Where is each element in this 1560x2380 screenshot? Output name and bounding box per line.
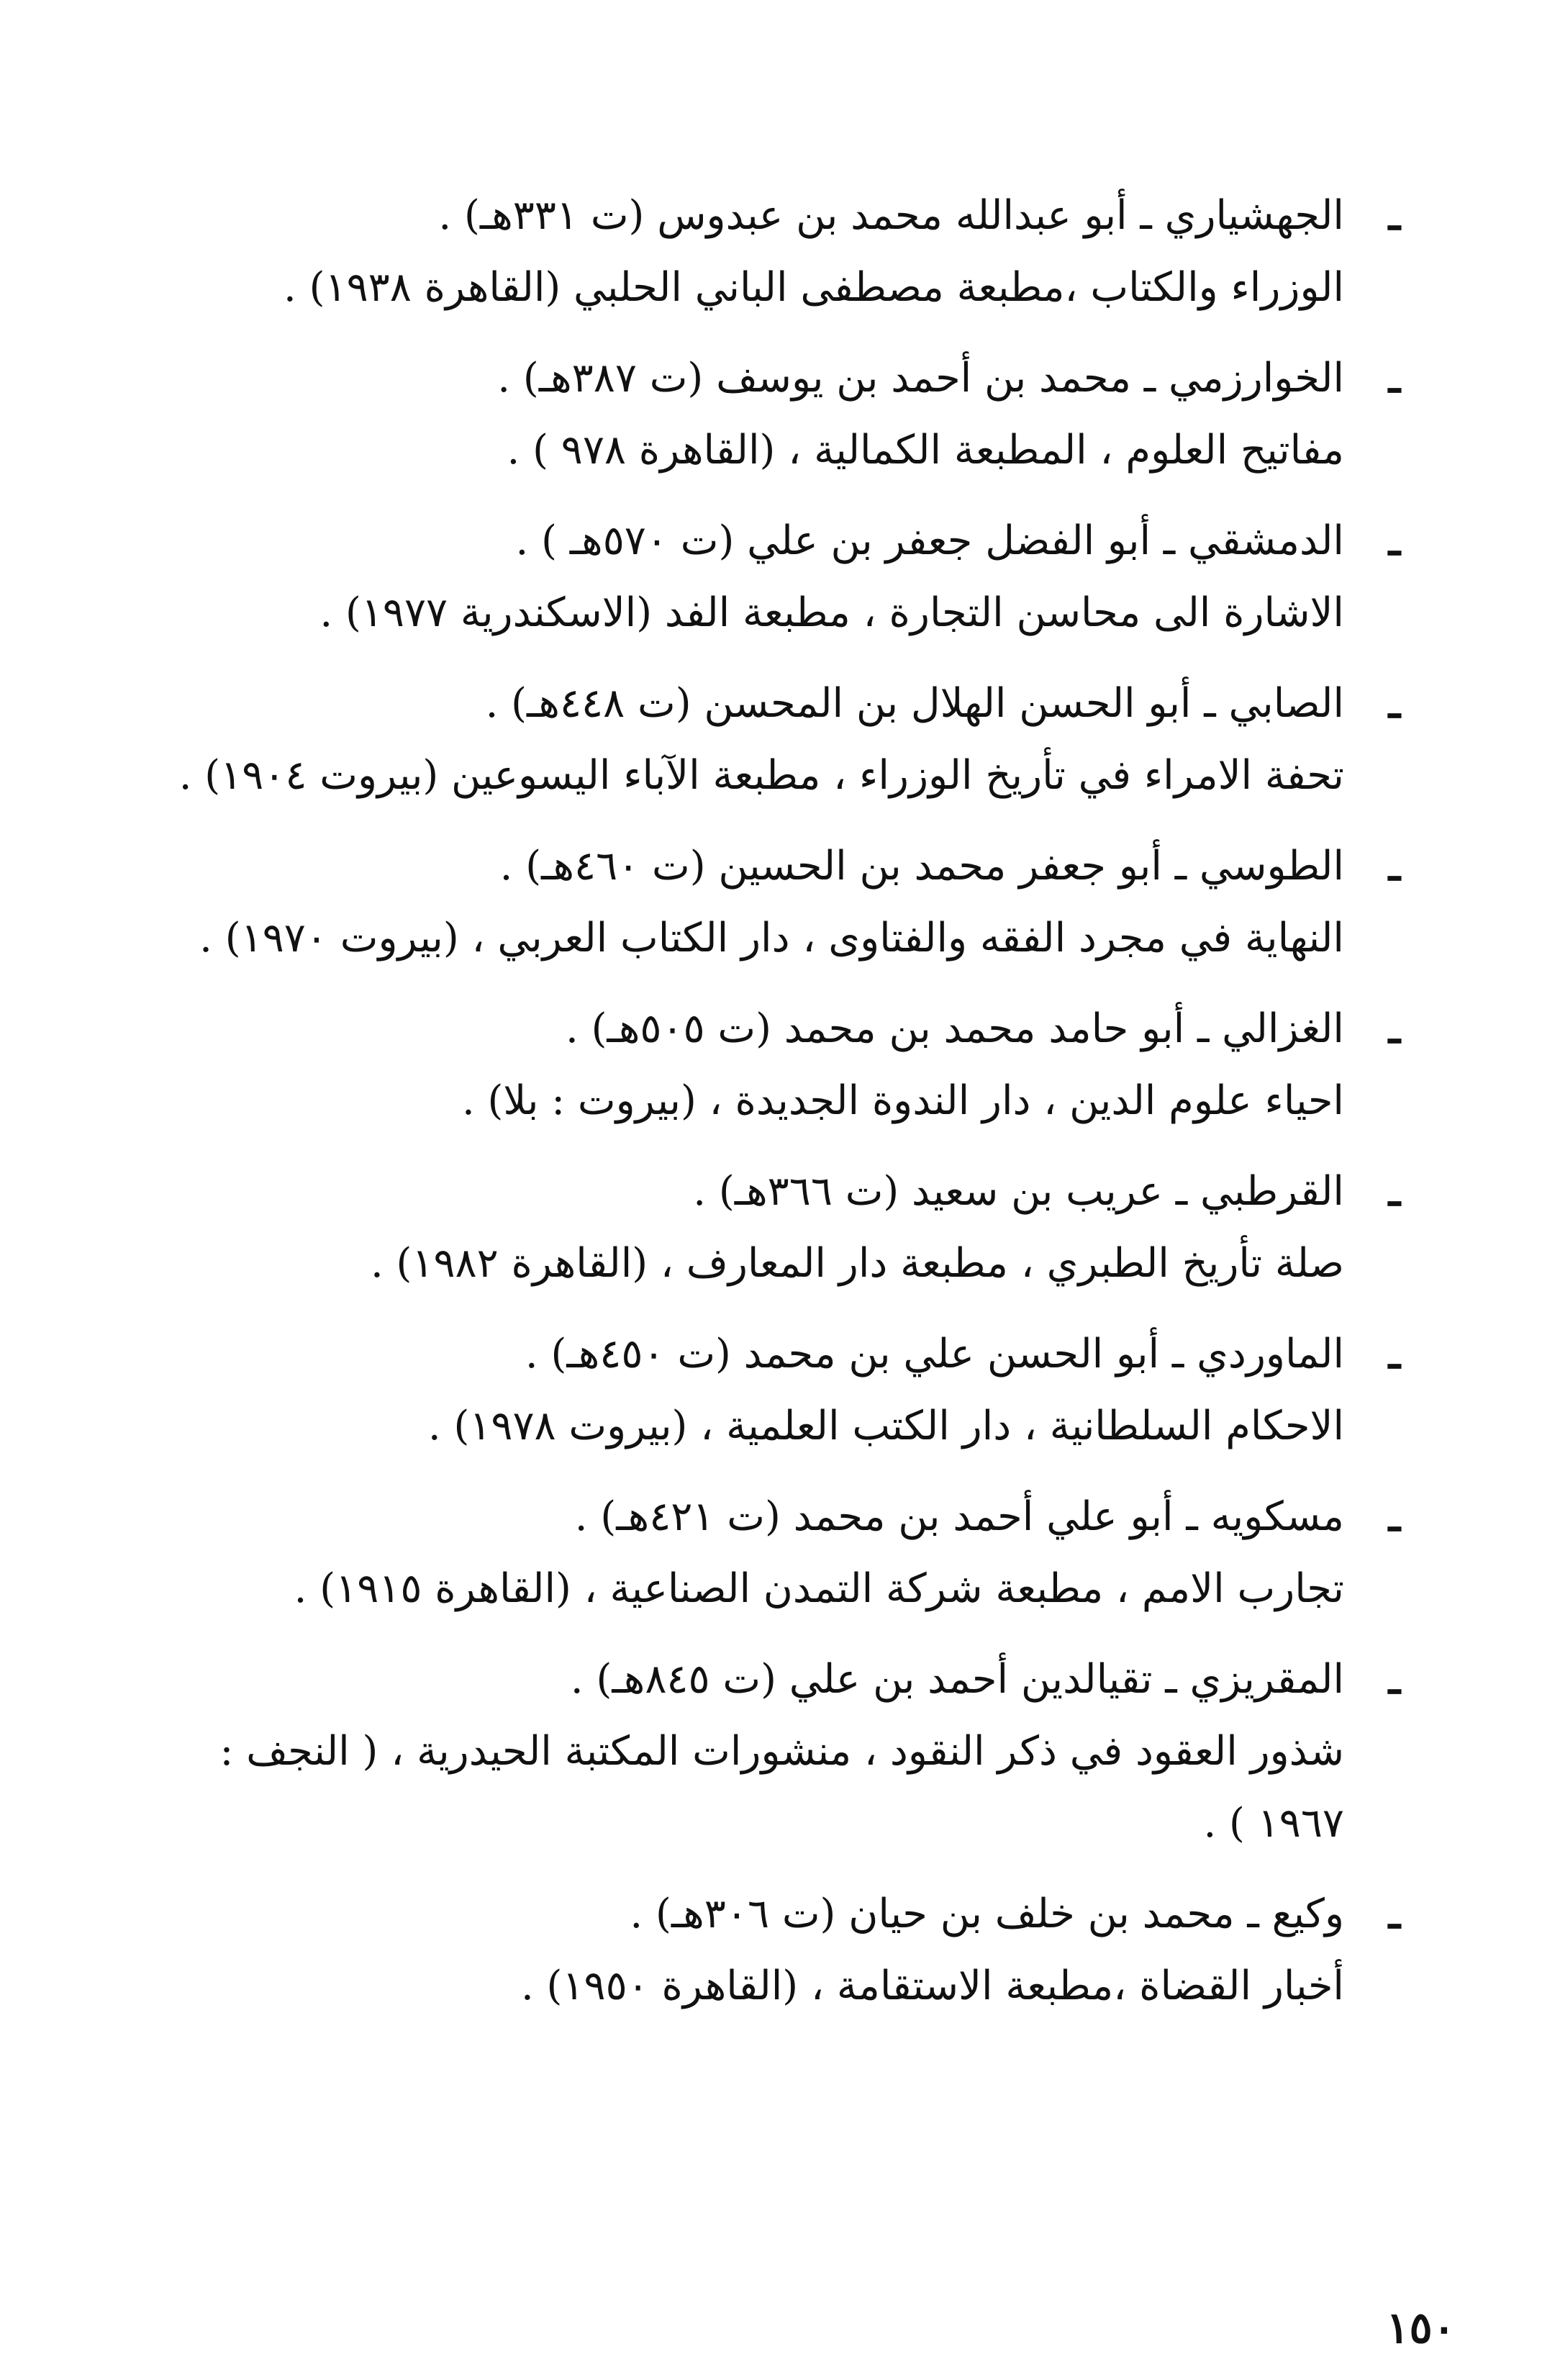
bibliography-entry xyxy=(135,993,1416,1137)
bibliography-entry xyxy=(135,668,1416,812)
entry-author-line: الخوارزمي ـ محمد بن أحمد بن يوسف (ت ٣٨٧هـ) . xyxy=(497,355,1344,402)
entry-dash: ـ xyxy=(1388,517,1401,565)
entry-author-line: الصابي ـ أبو الحسن الهلال بن المحسن (ت ٤٤٨هـ) . xyxy=(485,680,1344,727)
entry-author-line: المقريزي ـ تقيالدين أحمد بن علي (ت ٨٤٥هـ) . xyxy=(570,1656,1344,1703)
entry-title-line: الاشارة الى محاسن التجارة ، مطبعة الفد (الاسكندرية ١٩٧٧) . xyxy=(319,589,1344,636)
entry-title-line: النهاية في مجرد الفقه والفتاوى ، دار الكتاب العربي ، (بيروت ١٩٧٠) . xyxy=(199,915,1344,961)
entry-author-line: القرطبي ـ عريب بن سعيد (ت ٣٦٦هـ) . xyxy=(693,1168,1344,1215)
entry-continuation-line: ١٩٦٧ ) . xyxy=(1203,1800,1344,1847)
bibliography-entry xyxy=(135,180,1416,324)
bibliography-entry xyxy=(135,831,1416,974)
entry-title-line: صلة تأريخ الطبري ، مطبعة دار المعارف ، (القاهرة ١٩٨٢) . xyxy=(370,1240,1344,1287)
entry-dash: ـ xyxy=(1388,192,1401,240)
page-number: ١٥٠ xyxy=(1386,2303,1456,2353)
entry-title-line: أخبار القضاة ،مطبعة الاستقامة ، (القاهرة ١٩٥٠) . xyxy=(520,1963,1344,2009)
bibliography-entry xyxy=(135,1318,1416,1462)
entry-dash: ـ xyxy=(1388,1005,1401,1053)
entry-title-line: مفاتيح العلوم ، المطبعة الكمالية ، (القاهرة ٩٧٨ ) . xyxy=(507,427,1344,474)
bibliography-entry xyxy=(135,1156,1416,1300)
entry-dash: ـ xyxy=(1388,1891,1401,1938)
entry-title-line: احياء علوم الدين ، دار الندوة الجديدة ، (بيروت : بلا) . xyxy=(461,1077,1344,1124)
bibliography-entry xyxy=(135,505,1416,649)
entry-dash: ـ xyxy=(1388,1168,1401,1216)
entry-author-line: وكيع ـ محمد بن خلف بن حيان (ت ٣٠٦هـ) . xyxy=(630,1891,1344,1937)
bibliography-entry xyxy=(135,1481,1416,1625)
entry-dash: ـ xyxy=(1388,843,1401,890)
entry-dash: ـ xyxy=(1388,1493,1401,1541)
entry-author-line: الجهشياري ـ أبو عبدالله محمد بن عبدوس (ت ٣٣١هـ) . xyxy=(438,192,1344,239)
entry-title-line: الاحكام السلطانية ، دار الكتب العلمية ، (بيروت ١٩٧٨) . xyxy=(427,1403,1344,1449)
entry-title-line: الوزراء والكتاب ،مطبعة مصطفى الباني الحلبي (القاهرة ١٩٣٨) . xyxy=(284,264,1344,311)
entry-author-line: الطوسي ـ أبو جعفر محمد بن الحسين (ت ٤٦٠هـ) . xyxy=(499,843,1344,890)
bibliography-list xyxy=(135,180,1416,2041)
entry-author-line: الغزالي ـ أبو حامد محمد بن محمد (ت ٥٠٥هـ) . xyxy=(565,1005,1344,1052)
entry-dash: ـ xyxy=(1388,680,1401,728)
entry-title-line: شذور العقود في ذكر النقود ، منشورات المكتبة الحيدرية ، ( النجف : xyxy=(219,1728,1344,1775)
entry-dash: ـ xyxy=(1388,1656,1401,1703)
entry-author-line: مسكويه ـ أبو علي أحمد بن محمد (ت ٤٢١هـ) . xyxy=(574,1493,1344,1540)
bibliography-entry xyxy=(135,1878,1416,2022)
bibliography-entry xyxy=(135,1644,1416,1860)
entry-title-line: تجارب الامم ، مطبعة شركة التمدن الصناعية ، (القاهرة ١٩١٥) . xyxy=(294,1565,1344,1612)
entry-author-line: الماوردي ـ أبو الحسن علي بن محمد (ت ٤٥٠هـ) . xyxy=(525,1331,1344,1377)
entry-title-line: تحفة الامراء في تأريخ الوزراء ، مطبعة الآباء اليسوعين (بيروت ١٩٠٤) . xyxy=(178,752,1344,799)
entry-dash: ـ xyxy=(1388,1331,1401,1378)
entry-author-line: الدمشقي ـ أبو الفضل جعفر بن علي (ت ٥٧٠هـ ) . xyxy=(515,517,1344,564)
bibliography-entry xyxy=(135,343,1416,487)
entry-dash: ـ xyxy=(1388,355,1401,402)
